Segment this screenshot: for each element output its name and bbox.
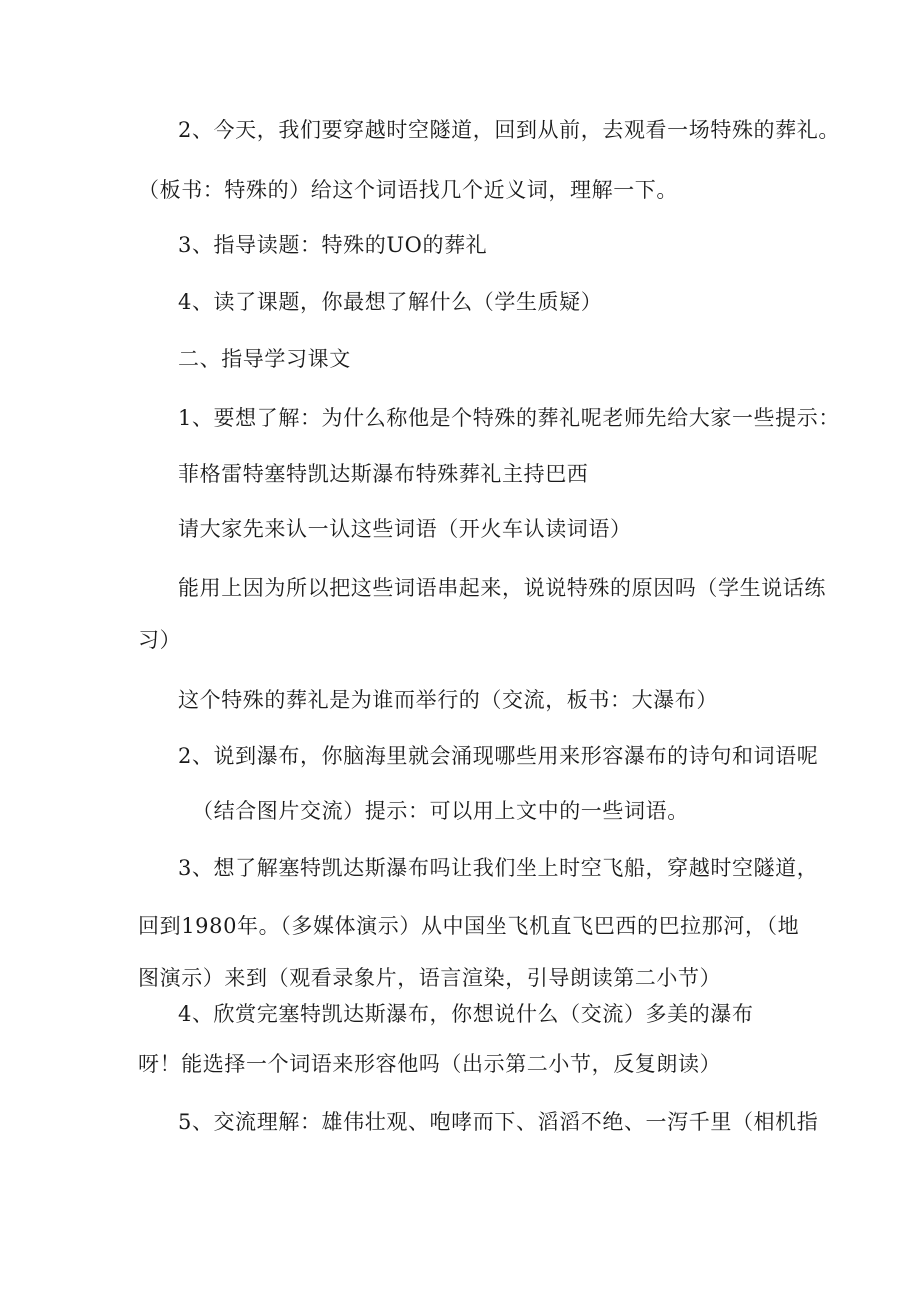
text-line: 3、指导读题：特殊的UO的葬礼 [178, 233, 488, 257]
text-line: 习） [138, 628, 182, 652]
text-line: 2、今天，我们要穿越时空隧道，回到从前，去观看一场特殊的葬礼。 [178, 118, 840, 142]
text-line: 4、读了课题，你最想了解什么（学生质疑） [178, 290, 603, 314]
text-line: 菲格雷特塞特凯达斯瀑布特殊葬礼主持巴西 [178, 462, 589, 486]
text-line: 请大家先来认一认这些词语（开火车认读词语） [178, 517, 632, 541]
section-heading: 二、指导学习课文 [178, 347, 351, 371]
text-line: 能用上因为所以把这些词语串起来，说说特殊的原因吗（学生说话练 [178, 576, 826, 600]
text-line: 4、欣赏完塞特凯达斯瀑布，你想说什么（交流）多美的瀑布 [178, 1002, 754, 1026]
text-line: 回到1980年。（多媒体演示）从中国坐飞机直飞巴西的巴拉那河，（地 [138, 914, 800, 938]
text-line: 1、要想了解：为什么称他是个特殊的葬礼呢老师先给大家一些提示： [178, 406, 840, 430]
text-line: 3、想了解塞特凯达斯瀑布吗让我们坐上时空飞船，穿越时空隧道， [178, 856, 819, 880]
text-line: （结合图片交流）提示：可以用上文中的一些词语。 [192, 799, 689, 823]
text-line: 呀！能选择一个词语来形容他吗（出示第二小节，反复朗读） [138, 1052, 722, 1076]
text-line: 这个特殊的葬礼是为谁而举行的（交流，板书：大瀑布） [178, 688, 718, 712]
text-line: 5、交流理解：雄伟壮观、咆哮而下、滔滔不绝、一泻千里（相机指 [178, 1110, 819, 1134]
text-line: 2、说到瀑布，你脑海里就会涌现哪些用来形容瀑布的诗句和词语呢 [178, 744, 819, 768]
text-line: （板书：特殊的）给这个词语找几个近义词，理解一下。 [138, 178, 678, 202]
text-line: 图演示）来到（观看录象片，语言渲染，引导朗读第二小节） [138, 966, 722, 990]
